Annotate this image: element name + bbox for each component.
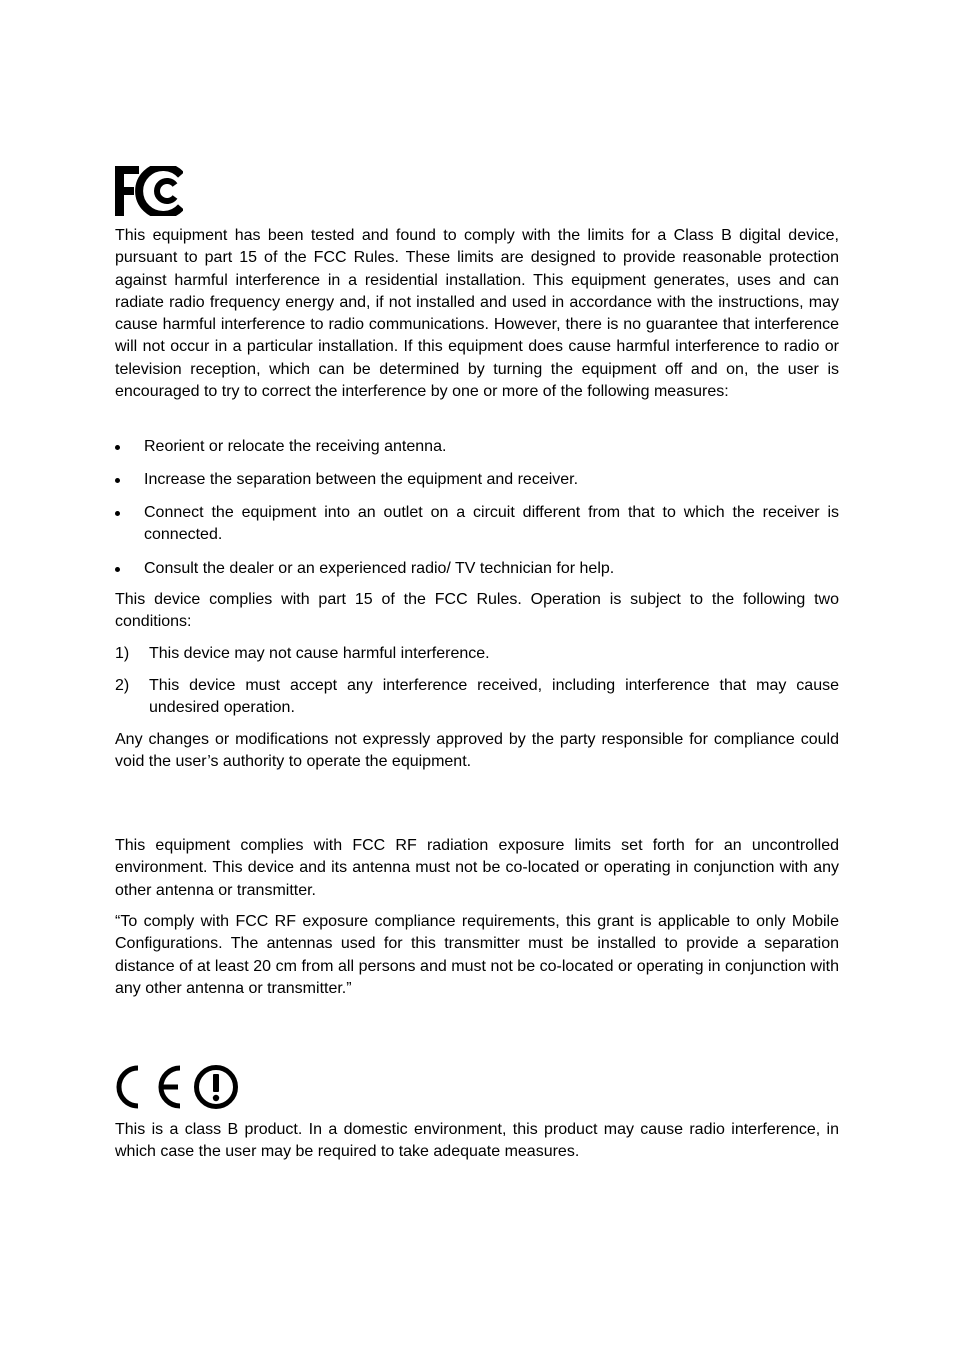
fcc-logo bbox=[115, 166, 183, 216]
part15-paragraph: This device complies with part 15 of the FCC Rules. Operation is subject to the following two conditions: bbox=[115, 591, 839, 631]
list-item: Increase the separation between the equipment and receiver. bbox=[115, 469, 839, 491]
bullet-icon bbox=[115, 478, 120, 483]
rf-exposure-paragraph: This equipment complies with FCC RF radiation exposure limits set forth for an uncontrolled environment. This device and its antenna must not be co-located or operating in conjunction with any other antenna or transmitter. bbox=[115, 837, 839, 899]
list-item: Connect the equipment into an outlet on a circuit different from that to which the receiver is connected. bbox=[115, 502, 839, 547]
bullet-icon bbox=[115, 567, 120, 572]
ce-logo bbox=[115, 1064, 239, 1110]
list-item: Reorient or relocate the receiving antenna. bbox=[115, 436, 839, 458]
bullet-icon bbox=[115, 511, 120, 516]
fcc-compliance-paragraph: This equipment has been tested and found to comply with the limits for a Class B digital device, pursuant to part 15 of the FCC Rules. These limits are designed to provide reasonable protection against harmful interference in a residential installation. This equipment generates, uses and can radiate radio frequency energy and, if not installed and used in accordance with the instructions, may cause harmful interference to radio communications. However, there is no guarantee that interference will not occur in a particular installation. If this equipment does cause harmful interference to radio or television reception, which can be determined by turning the equipment off and on, the user is encouraged to try to correct the interference by one or more of the following measures: bbox=[115, 227, 839, 401]
list-item: Consult the dealer or an experienced radio/ TV technician for help. bbox=[115, 558, 839, 580]
modifications-paragraph: Any changes or modifications not expressly approved by the party responsible for compliance could void the user’s authority to operate the equipment. bbox=[115, 731, 839, 771]
list-marker: 1) bbox=[115, 645, 130, 662]
ce-class-b-paragraph: This is a class B product. In a domestic environment, this product may cause radio interference, in which case the user may be required to take adequate measures. bbox=[115, 1121, 839, 1161]
list-item: 2) This device must accept any interference received, including interference that may cause undesired operation. bbox=[115, 677, 839, 717]
rf-exposure-quote-paragraph: “To comply with FCC RF exposure compliance requirements, this grant is applicable to only Mobile Configurations. The antennas used for this transmitter must be installed to provide a separation distance of at least 20 cm from all persons and must not be co-located or operating in conjunction with any other antenna or transmitter.” bbox=[115, 913, 839, 997]
bullet-icon bbox=[115, 445, 120, 450]
list-item: 1) This device may not cause harmful interference. bbox=[115, 643, 839, 665]
list-marker: 2) bbox=[115, 677, 130, 694]
